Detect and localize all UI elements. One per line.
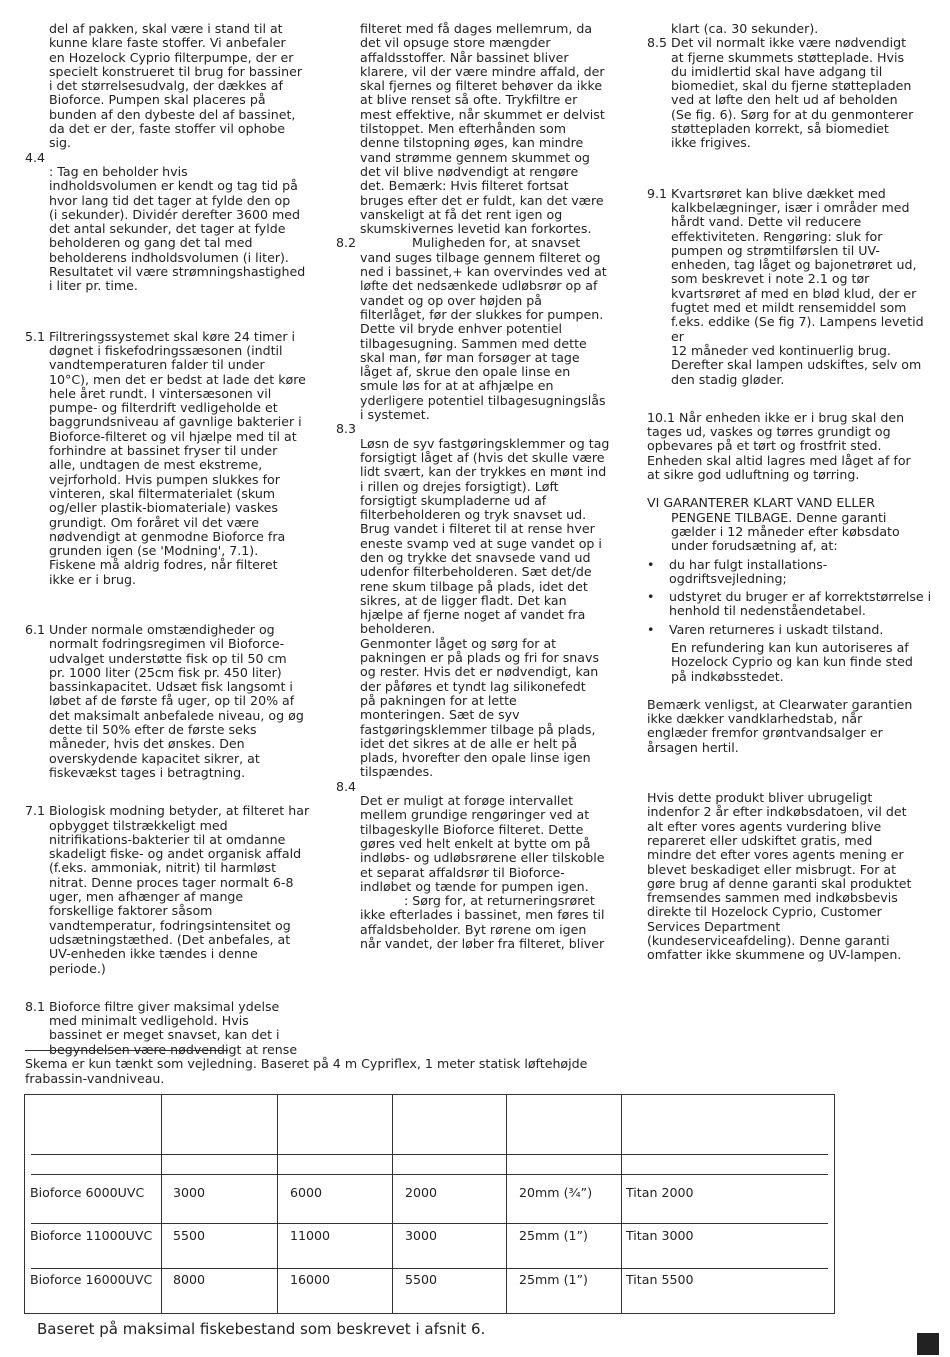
table-cell: 20mm (³⁄₄”)	[519, 1185, 593, 1200]
text-line: grundigt. Om foråret vil det være	[49, 514, 259, 530]
text-line: bruges efter det er fuldt, kan det være	[360, 192, 604, 208]
section-8-2	[336, 236, 621, 422]
text-line: idet det sikres at de alle er helt på	[360, 735, 578, 751]
text-line: vandtemperaturen falder til under	[49, 357, 265, 373]
text-line: grunden igen (se 'Modning', 7.1).	[49, 543, 259, 559]
text-line: vand suges tilbage gennem filteret og	[360, 249, 601, 265]
text-line: biomediet, skal du fjerne støttepladen	[671, 78, 912, 94]
text-line: sig.	[49, 135, 72, 151]
text-line: med minimalt vedligehold. Hvis	[49, 1013, 249, 1029]
text-line: Bioforce. Pumpen skal placeres på	[49, 92, 266, 108]
text-line: Brug vandet i filteret til at rense hver	[360, 521, 595, 537]
text-line: under forudsætning af, at:	[671, 538, 838, 554]
paragraph-cleaning-continued	[336, 22, 621, 236]
text-line: Bemærk venligst, at Clearwater garantien	[647, 696, 913, 712]
text-line: (kundeserviceafdeling). Denne garanti	[647, 933, 890, 949]
text-line: at fjerne skummets støtteplade. Hvis	[671, 49, 905, 65]
text-line: pakningen er på plads og fri for snavs	[360, 650, 600, 666]
text-line: nitrifikations-bakterier til at omdanne	[49, 831, 286, 847]
table-divider	[277, 1095, 278, 1313]
section-number: 8.3	[336, 421, 357, 437]
guarantee-conditions-list	[645, 558, 933, 637]
text-line: og rester. Hvis det er nødvendigt, kan	[360, 664, 599, 680]
text-line: det antal sekunder, det tager at fylde	[49, 221, 286, 237]
text-line: udstyret du bruger er af korrekt	[669, 589, 870, 605]
text-line: yderligere potentiel tilbagesugningslås	[360, 392, 606, 408]
table-rule	[31, 1154, 828, 1155]
text-line: i det størrelsesudvalg, der dækkes af	[49, 78, 283, 94]
section-number: 8.1	[25, 998, 46, 1014]
text-line: indenfor 2 år efter indkøbsdatoen, vil det	[647, 804, 907, 820]
text-line: tilstoppet. Men efterhånden som	[360, 121, 566, 137]
text-line: at blive renset så ofte. Trykfiltre er	[360, 92, 578, 108]
text-line: Muligheden for, at snavset	[360, 235, 581, 251]
section-8-1	[25, 1000, 315, 1057]
table-cell: 25mm (1”)	[519, 1228, 588, 1243]
table-cell: Titan 2000	[626, 1185, 694, 1200]
text-line: opbevares på et tørt og frostfrit sted.	[647, 438, 882, 454]
text-line: opbygget tilstrækkeligt med	[49, 817, 228, 833]
table-cell: 2000	[405, 1185, 438, 1200]
text-line: direkte til Hozelock Cyprio, Customer	[647, 904, 882, 920]
text-line: bunden af den dybeste del af bassinet,	[49, 106, 296, 122]
text-line: indløbet og tænde for pumpen igen.	[360, 878, 589, 894]
text-line: Bioforce-filteret og vil hjælpe med til at	[49, 428, 297, 444]
text-line: forsigtigt skumpladerne ud af	[360, 492, 547, 508]
text-line: Hozelock Cyprio og kan kun finde sted	[671, 654, 913, 670]
table-divider	[161, 1095, 162, 1313]
text-line: hårdt vand. Dette vil reducere	[671, 214, 862, 230]
section-number: 8.2	[336, 235, 357, 251]
text-line: PENGENE TILBAGE. Denne garanti	[671, 509, 887, 525]
text-line: fremsendes sammen med indkøbsbevis	[647, 890, 898, 906]
text-line: du har fulgt installations- og	[669, 556, 828, 586]
text-line: på pakningen for at lette	[360, 692, 517, 708]
bullet-icon: •	[647, 621, 655, 637]
base-note: Baseret på maksimal fiskebestand som beskrevet i afsnit 6.	[37, 1320, 486, 1338]
section-8-4	[336, 780, 621, 952]
section-9-1	[645, 187, 933, 387]
section-4-4	[25, 151, 315, 294]
paragraph-pump-continued	[25, 22, 315, 151]
text-line: Enheden skal altid lagres med låget af for	[647, 452, 911, 468]
text-line: bassinkapacitet. Udsæt fisk langsomt i	[49, 679, 293, 695]
text-line: beholderen.	[360, 621, 436, 637]
text-line: døgnet i fiskefodringssæsonen (indtil	[49, 342, 283, 358]
text-line: vandtemperatur, fodringsintensitet og	[49, 917, 291, 933]
text-line: bassin-vandniveau.	[42, 1071, 165, 1086]
section-number: 7.1	[25, 803, 46, 819]
text-line: udsætningstæthed. (Det anbefales, at	[49, 931, 291, 947]
page-tab-marker	[917, 1333, 939, 1355]
text-line: Under normale omstændigheder og	[49, 621, 275, 637]
text-line: pr. 1000 liter (25cm fisk pr. 450 liter)	[49, 664, 282, 680]
refund-note	[645, 641, 933, 684]
text-line: løfte det nedsænkede udløbsrør op af	[360, 278, 598, 294]
table-cell: 16000	[290, 1272, 331, 1287]
text-line: 10.1 Når enheden ikke er i brug skal den	[647, 409, 905, 425]
text-line: Skema er kun tænkt som vejledning. Baseret på 4 m Cypriflex, 1 meter statisk løftehøjde fra	[25, 1056, 588, 1086]
text-line: størrelse i henhold til nedenstående	[669, 589, 932, 619]
text-line: tilbagesugning. Sammen med dette	[360, 335, 587, 351]
text-line: støttepladen korrekt, så biomediet	[671, 121, 889, 137]
text-line: Filtreringssystemet skal køre 24 timer i	[49, 328, 296, 344]
text-line: bassinet er meget snavset, kan det i	[49, 1027, 280, 1043]
text-line: vandet og op over højden på	[360, 292, 542, 308]
text-line: fiskevækst tages i betragtning.	[49, 764, 246, 780]
list-item	[645, 590, 933, 619]
table-cell: 25mm (1”)	[519, 1272, 588, 1287]
text-line: blevet beskadiget eller misbrugt. For at	[647, 861, 897, 877]
text-line: periode.)	[49, 960, 106, 976]
text-line: det maksimalt anbefalede niveau, og øg	[49, 707, 304, 723]
text-line: som beskrevet i note 2.1 og tør	[671, 271, 870, 287]
table-cell: 5500	[173, 1228, 206, 1243]
text-line: affaldsstoffer. Når bassinet bliver	[360, 49, 569, 65]
text-line: vinteren, skal filtermaterialet (skum	[49, 485, 276, 501]
text-line: 10°C), men det er bedst at lade det køre	[49, 371, 306, 387]
text-line: overskydende kapacitet sikrer, at	[49, 750, 260, 766]
table-cell: 5500	[405, 1272, 438, 1287]
column-middle	[336, 22, 621, 951]
text-line: i rillen og drejes forsigtigt). Løft	[360, 478, 559, 494]
text-line: Fiskene må aldrig fodres, når filteret	[49, 557, 278, 573]
text-line: det. Bemærk: Hvis filteret fortsat	[360, 178, 569, 194]
text-line: effektiviteten. Rengøring: sluk for	[671, 228, 883, 244]
text-line: filteret med få dages mellemrum, da	[360, 21, 593, 36]
table-divider	[621, 1095, 622, 1313]
text-line: Det er muligt at forøge intervallet	[360, 793, 574, 809]
text-line: årsagen hertil.	[647, 739, 739, 755]
text-line: kvartsrøret af med en blød klud, der er	[671, 285, 917, 301]
text-line: løbet af de første få uger, op til 20% af	[49, 693, 295, 709]
text-line: ikke frigives.	[671, 135, 751, 151]
text-line: mellem grundige rengøringer ved at	[360, 807, 590, 823]
section-5-1	[25, 330, 315, 587]
text-line	[360, 422, 621, 436]
text-line: mindre det efter vores agents mening er	[647, 847, 904, 863]
text-line: tages ud, vaskes og tørres grundigt og	[647, 424, 891, 440]
text-line: den og trykke det snavsede vand ud	[360, 549, 591, 565]
text-line: pumpe- og filterdrift vedligeholde et	[49, 400, 278, 416]
text-line: enheden, tag låget og bajonetrøret ud,	[671, 257, 917, 273]
text-line: kunne klare faste stoffer. Vi anbefaler	[49, 35, 286, 51]
table-cell: Titan 5500	[626, 1272, 694, 1287]
bullet-icon: •	[647, 589, 655, 605]
table-cell: Bioforce 6000UVC	[30, 1185, 145, 1200]
text-line: skal fjernes og filteret behøver da ikke	[360, 78, 603, 94]
text-line: Genmonter låget og sørg for at	[360, 635, 557, 651]
text-line: gøre brug af denne garanti skal produktet	[647, 875, 912, 891]
text-line: Derefter skal lampen udskiftes, selv om	[671, 357, 922, 373]
footnote-divider	[25, 1050, 228, 1051]
table-cell: Bioforce 16000UVC	[30, 1272, 153, 1287]
text-line: at sikre god udluftning og tørring.	[647, 467, 860, 483]
text-line: En refundering kan kun autoriseres af	[671, 639, 909, 655]
text-line: specielt konstrueret til brug for bassiner	[49, 63, 303, 79]
table-cell: 11000	[290, 1228, 331, 1243]
text-line: lidt svært, kan der trykkes en mønt ind	[360, 464, 607, 480]
text-line: pumpen og strømtilførslen til UV-	[671, 242, 880, 258]
section-8-5	[645, 36, 933, 150]
text-line: Biologisk modning betyder, at filteret har	[49, 803, 310, 819]
text-line: og/eller plastik-biomateriale) vaskes	[49, 500, 278, 516]
text-line: alle, undtagen de mest ekstreme,	[49, 457, 263, 473]
text-line: normalt fodringsregimen vil Bioforce-	[49, 636, 285, 652]
text-line: eneste svamp ved at suge vandet op i	[360, 535, 602, 551]
text-line: fugtet med et mildt rensemiddel som	[671, 300, 907, 316]
table-cell: 3000	[405, 1228, 438, 1243]
text-line	[49, 151, 315, 165]
text-line: klart (ca. 30 sekunder).	[671, 21, 819, 36]
text-line: fastgøringsklemmer tilbage på plads,	[360, 721, 596, 737]
clearwater-note	[645, 698, 933, 755]
text-line: nødvendigt at genmodne Bioforce fra	[49, 528, 286, 544]
section-number: 4.4	[25, 149, 46, 165]
text-line: hvor lang tid det tager at fylde den op	[49, 192, 291, 208]
text-line: forsigtigt låget af (hvis det skulle være	[360, 449, 605, 465]
text-line: tilspændes.	[360, 764, 434, 780]
text-line: : Tag en beholder hvis	[49, 163, 188, 179]
text-line: indløbs- og udløbsrørene eller tilskoble	[360, 850, 605, 866]
text-line	[360, 780, 621, 794]
table-cell: 6000	[290, 1185, 323, 1200]
two-year-warranty	[645, 791, 933, 963]
text-line: gælder i 12 måneder efter købsdato	[671, 523, 900, 539]
text-line: den stadig gløder.	[671, 371, 785, 387]
text-line: skadeligt fiske- og andet organisk affald	[49, 846, 302, 862]
text-line: : Sørg for, at returneringsrøret	[360, 893, 595, 909]
text-line: når vandet, der løber fra filteret, bliver	[360, 936, 605, 951]
text-line: (i sekunder). Dividér derefter 3600 med	[49, 206, 301, 222]
section-number: 5.1	[25, 328, 46, 344]
text-line: vejrforhold. Hvis pumpen slukkes for	[49, 471, 280, 487]
table-divider	[392, 1095, 393, 1313]
table-cell: Bioforce 11000UVC	[30, 1228, 153, 1243]
text-line: låget af, skrue den opale linse en	[360, 364, 571, 380]
text-line: Bioforce filtre giver maksimal ydelse	[49, 998, 280, 1014]
text-line: ned i bassinet,+ kan overvindes ved at	[360, 264, 607, 280]
text-line: det vil opsuge store mængder	[360, 35, 551, 51]
text-line: (Se fig. 6). Sørg for at du genmonterer	[671, 106, 914, 122]
sizing-table	[24, 1094, 835, 1314]
text-line: Hvis dette produkt bliver ubrugeligt	[647, 790, 873, 806]
text-line: forskellige faktorer såsom	[49, 903, 213, 919]
text-line: f.eks. eddike (Se fig 7). Lampens levetid er	[671, 314, 924, 344]
column-right	[645, 22, 933, 963]
text-line: vand strømme gennem skummet og	[360, 149, 590, 165]
text-line: beholderens indholdsvolumen (i liter).	[49, 249, 289, 265]
text-line: VI GARANTERER KLART VAND ELLER	[647, 495, 876, 511]
text-line: monteringen. Sæt de syv	[360, 707, 520, 723]
text-line: forhindre at bassinet fryser til under	[49, 443, 278, 459]
text-line: indholdsvolumen er kendt og tag tid på	[49, 178, 298, 194]
text-line: (f.eks. ammoniak, nitrit) til harmløst	[49, 860, 277, 876]
text-line: Varen returneres i uskadt tilstand.	[669, 621, 884, 637]
text-line: Resultatet vil være strømningshastighed	[49, 264, 306, 280]
text-line: 8.5 Det vil normalt ikke være nødvendigt	[647, 35, 907, 51]
text-line: i systemet.	[360, 407, 430, 423]
table-cell: 8000	[173, 1272, 206, 1287]
table-rule	[31, 1223, 828, 1224]
text-line: da det er der, faste stoffer vil ophobe	[49, 121, 286, 137]
text-line: filterlåget, før der slukkes for pumpen.	[360, 306, 604, 322]
text-line: uger, men afhænger af mange	[49, 889, 244, 905]
text-line: et separat affaldsrør til Bioforce-	[360, 864, 565, 880]
text-line: UV-enheden ikke tændes i denne	[49, 946, 258, 962]
text-line: en Hozelock Cyprio filterpumpe, der er	[49, 49, 294, 65]
section-6-1	[25, 623, 315, 780]
text-line: filterbeholderen og tryk snavset ud.	[360, 507, 587, 523]
text-line: hele året rundt. I vintersæsonen vil	[49, 385, 272, 401]
text-line: baggrundsniveau af gavnlige bakterier i	[49, 414, 302, 430]
column-left	[25, 22, 315, 1057]
text-line: hjælpe af fjerne noget af vandet fra	[360, 607, 586, 623]
text-line: skumskivernes levetid kan forkortes.	[360, 221, 592, 237]
text-line: affaldsbeholder. Byt rørene om igen	[360, 921, 587, 937]
paragraph-clear-continued	[645, 22, 933, 36]
table-rule	[31, 1268, 828, 1269]
section-7-1	[25, 804, 315, 976]
text-line: Løsn de syv fastgøringsklemmer og tag	[360, 435, 610, 451]
section-10-1	[645, 411, 933, 482]
text-line: udvalget understøtte fisk op til 50 cm	[49, 650, 287, 666]
text-line: ved at løfte den helt ud af beholden	[671, 92, 898, 108]
table-rule	[31, 1174, 828, 1175]
guarantee-heading	[645, 496, 933, 553]
text-line: der påføres et tyndt lag silikonefedt	[360, 678, 586, 694]
text-line: del af pakken, skal være i stand til at	[49, 21, 283, 36]
section-number: 6.1	[25, 621, 46, 637]
text-line: klarere, vil der være mindre affald, der	[360, 63, 605, 79]
text-line: i liter pr. time.	[49, 278, 138, 294]
text-line: sikres, at de ligger fladt. Det kan	[360, 592, 567, 608]
text-line: 12 måneder ved kontinuerlig brug.	[671, 342, 891, 358]
text-line: dette til 50% efter de første seks	[49, 722, 257, 738]
bullet-icon: •	[647, 556, 655, 572]
table-divider	[506, 1095, 507, 1313]
text-line: nitrat. Denne proces tager normalt 6-8	[49, 874, 294, 890]
text-line: du imidlertid skal have adgang til	[671, 63, 883, 79]
text-line: tilbageskylle Bioforce filteret. Dette	[360, 821, 584, 837]
text-line: repareret eller udskiftet gratis, med	[647, 832, 873, 848]
text-line: begyndelsen være nødvendigt at rense	[49, 1041, 298, 1057]
text-line: tabel.	[829, 603, 866, 619]
text-line: denne tilstopning øges, kan mindre	[360, 135, 584, 151]
text-line: 9.1 Kvartsrøret kan blive dækket med	[647, 185, 886, 201]
text-line: omfatter ikke skummene og UV-lampen.	[647, 947, 902, 963]
text-line: alt efter vores agents vurdering blive	[647, 818, 882, 834]
footnote	[25, 1056, 625, 1086]
text-line: ikke efterlades i bassinet, men føres til	[360, 907, 605, 923]
text-line: Services Department	[647, 918, 781, 934]
text-line: vanskeligt at få det rent igen og	[360, 206, 563, 222]
text-line: ikke dækker vandklarhedstab, når	[647, 711, 863, 727]
text-line: englæder fremfor grøntvandsalger er	[647, 725, 883, 741]
text-line: det vil blive nødvendigt at rengøre	[360, 163, 579, 179]
text-line: plads, hvorefter den opale linse igen	[360, 750, 591, 766]
text-line: kalkbelægninger, især i områder med	[671, 199, 910, 215]
text-line: udenfor filterbeholderen. Sæt det/de	[360, 564, 592, 580]
text-line: mest effektive, når skummet er delvist	[360, 106, 605, 122]
section-8-3	[336, 422, 621, 779]
text-line: beholderen og gang det tal med	[49, 235, 253, 251]
text-line: gøres ved helt enkelt at bytte om på	[360, 835, 591, 851]
text-line: på indkøbsstedet.	[671, 668, 784, 684]
text-line: rene skum tilbage på plads, idet det	[360, 578, 588, 594]
section-number: 8.4	[336, 778, 357, 794]
text-line: ikke er i brug.	[49, 571, 136, 587]
text-line: måneder, hvis det ønskes. Den	[49, 736, 245, 752]
text-line: driftsvejledning;	[684, 570, 787, 586]
list-item	[645, 623, 933, 637]
table-cell: Titan 3000	[626, 1228, 694, 1243]
text-line: skal man, før man forsøger at tage	[360, 349, 580, 365]
text-line: smule løs for at at afhjælpe en	[360, 378, 554, 394]
table-cell: 3000	[173, 1185, 206, 1200]
list-item	[645, 558, 933, 587]
text-line: Dette vil bryde enhver potentiel	[360, 321, 563, 337]
